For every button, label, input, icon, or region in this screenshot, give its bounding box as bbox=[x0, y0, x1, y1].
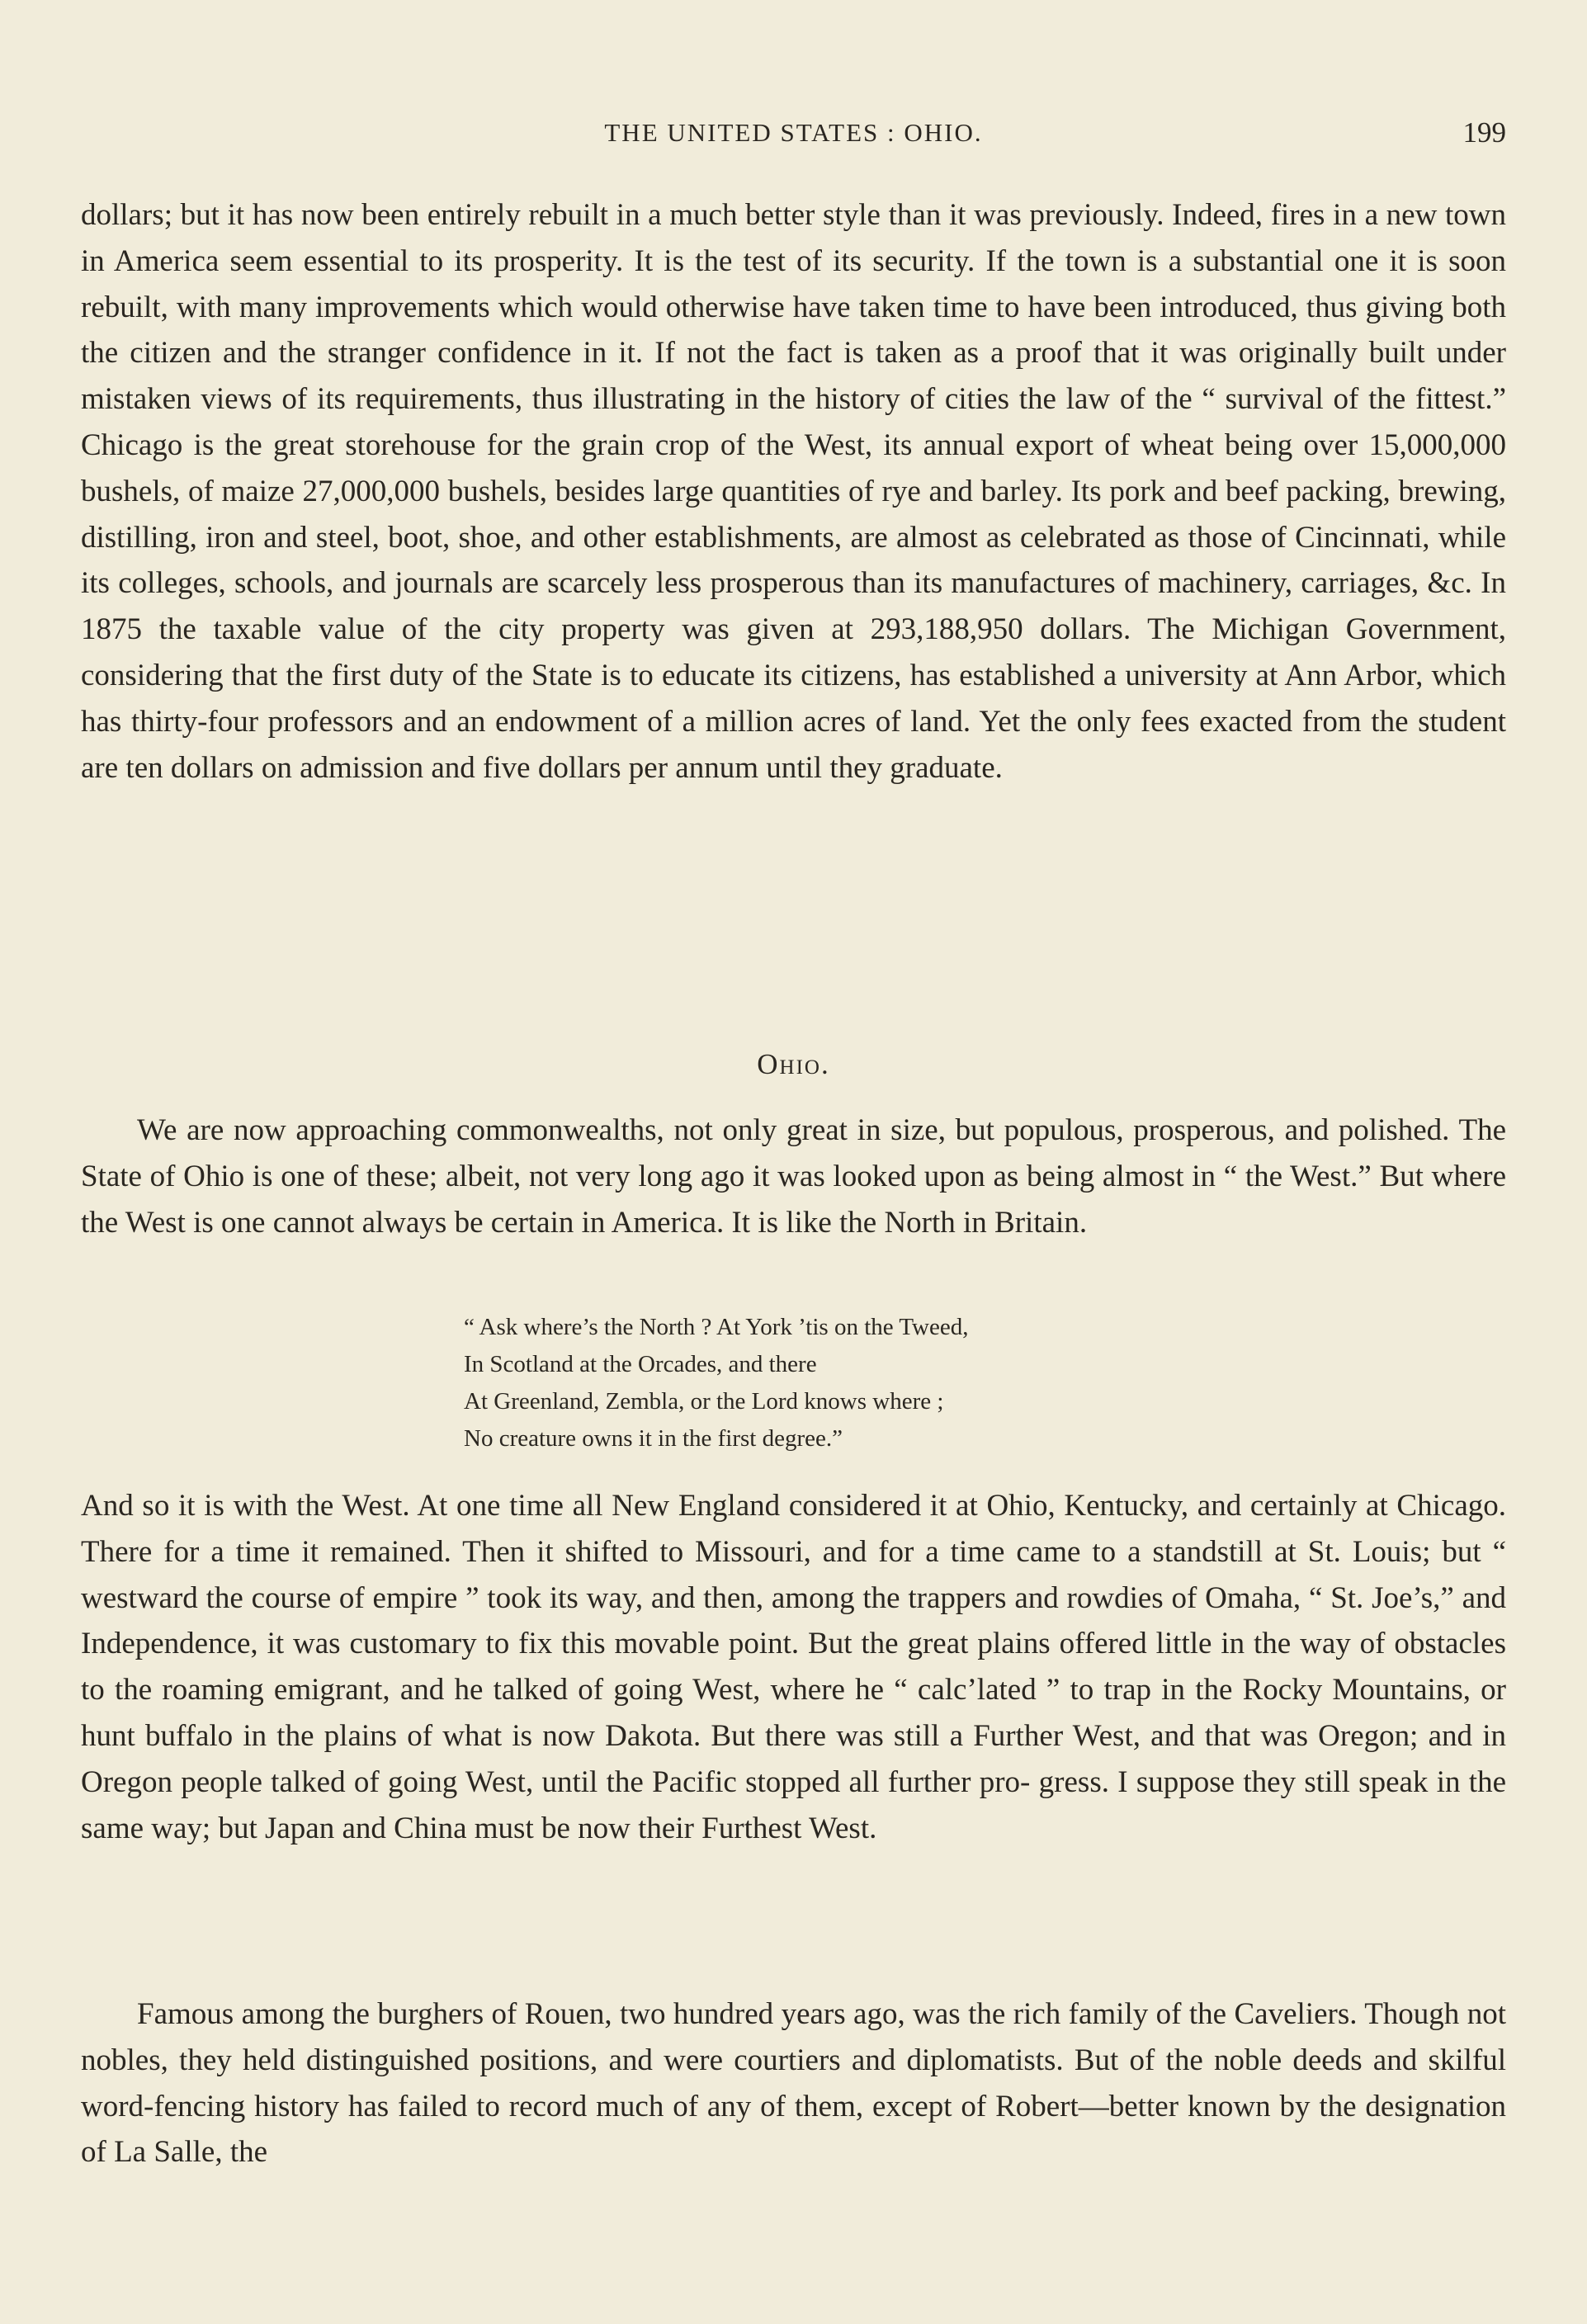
paragraph-chicago bbox=[81, 192, 1506, 791]
paragraph-text: We are now approaching commonwealths, not only great in size, but populous, prosperous, and polished. The State of Ohio is one of these; albeit, not very long ago it was looked upon as being almost in “ the West.” But where the West is one cannot always be certain in America. It is like the North in Britain. bbox=[81, 1113, 1506, 1240]
paragraph-text: Famous among the burghers of Rouen, two hundred years ago, was the rich family of the Caveliers. Though not nobles, they held distinguished positions, and were courtiers and diplomatists. But of the noble deeds and skilful word-fencing history has failed to record much of any of them, except of Robert—better known by the designation of La Salle, the bbox=[81, 1997, 1506, 2170]
section-heading-ohio: Ohio. bbox=[757, 1048, 830, 1080]
running-head bbox=[81, 114, 1506, 152]
paragraph-text: dollars; but it has now been entirely rebuilt in a much better style than it was previously. Indeed, fires in a new town in America seem essential to its prosperity. It is the test of its security. If the town is a substantial one it is soon rebuilt, with many improvements which would otherwise have taken time to have been introduced, thus giving both the citizen and the stranger confidence in it. If not the fact is taken as a proof that it was originally built under mistaken views of its requirements, thus illustrating in the history of cities the law of the “ survival of the fittest.” Chicago is the great storehouse for the grain crop of the West, its annual export of wheat being over 15,000,000 bushels, of maize 27,000,000 bushels, besides large quantities of rye and barley. Its pork and beef packing, brewing, distilling, iron and steel, boot, shoe, and other establishments, are almost as celebrated as those of Cincinnati, while its colleges, schools, and journals are scarcely less prosperous than its manufactures of machinery, carriages, &c. In 1875 the taxable value of the city property was given at 293,188,950 dollars. The Michigan Government, considering that the first duty of the State is to educate its citizens, has established a university at Ann Arbor, which has thirty-four professors and an endowment of a million acres of land. Yet the only fees exacted from the student are ten dollars on admission and five dollars per annum until they graduate. bbox=[81, 198, 1506, 785]
running-title: THE UNITED STATES : OHIO. bbox=[604, 118, 983, 147]
verse-line: In Scotland at the Orcades, and there bbox=[464, 1351, 817, 1377]
paragraph-caveliers bbox=[81, 1991, 1506, 2175]
paragraph-ohio-intro bbox=[81, 1108, 1506, 1245]
verse-line: “ Ask where’s the North ? At York ’tis on the Tweed, bbox=[464, 1314, 969, 1340]
page-number: 199 bbox=[1462, 116, 1506, 149]
verse-line: No creature owns it in the first degree.” bbox=[464, 1425, 843, 1452]
paragraph-text: And so it is with the West. At one time all New England considered it at Ohio, Kentucky, and certainly at Chicago. There for a time it remained. Then it shifted to Missouri, and for a time came to a standstill at St. Louis; but “ westward the course of empire ” took its way, and then, among the trappers and rowdies of Omaha, “ St. Joe’s,” and Independence, it was customary to fix this movable point. But the great plains offered little in the way of obstacles to the roaming emigrant, and he talked of going West, where he “ calc’lated ” to trap in the Rocky Mountains, or hunt buffalo in the plains of what is now Dakota. But there was still a Further West, and that was Oregon; and in Oregon people talked of going West, until the Pacific stopped all further pro- gress. I suppose they still speak in the same way; but Japan and China must be now their Furthest West. bbox=[81, 1489, 1506, 1845]
verse-quotation bbox=[464, 1309, 1289, 1457]
verse-line: At Greenland, Zembla, or the Lord knows where ; bbox=[464, 1388, 944, 1415]
paragraph-the-west bbox=[81, 1483, 1506, 1851]
